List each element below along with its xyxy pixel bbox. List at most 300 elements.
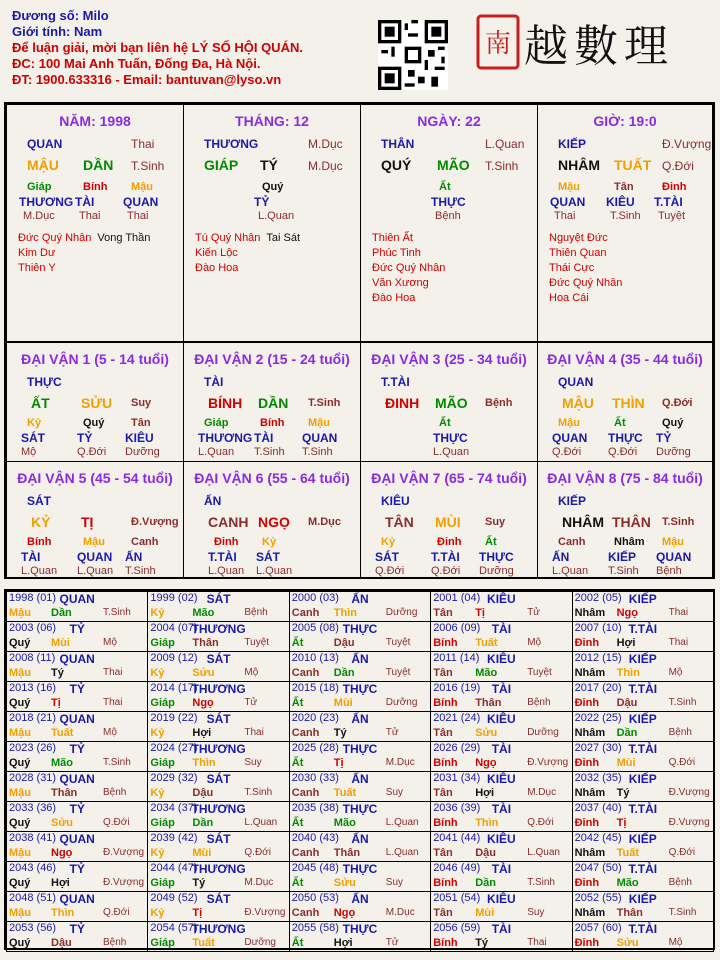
dai-van-title: ĐẠI VẬN 6 (55 - 64 tuổi)	[194, 470, 350, 486]
year-growth: Suy	[244, 757, 262, 768]
year-stem: Đinh	[574, 817, 600, 829]
year-growth: Q.Đới	[103, 817, 130, 828]
year-stem: Đinh	[574, 697, 600, 709]
year-label: 2036 (39)	[433, 802, 481, 814]
year-god: QUAN	[59, 652, 95, 666]
year-stem: Canh	[291, 907, 320, 919]
shensha-item: Đức Quý Nhân	[18, 232, 92, 244]
year-branch: Tị	[475, 607, 485, 619]
year-god: KIẾP	[628, 592, 657, 606]
dai-van-growth: Đ.Vượng	[131, 516, 179, 528]
year-branch: Ngọ	[51, 847, 73, 859]
year-label: 2026 (29)	[433, 742, 481, 754]
year-god: KIÊU	[487, 892, 516, 906]
year-branch: Thìn	[616, 667, 640, 679]
dai-van-branch: NGỌ	[258, 514, 290, 530]
year-branch: Mùi	[51, 637, 70, 649]
year-growth: Thai	[244, 727, 264, 738]
year-branch: Tý	[51, 667, 64, 679]
dai-van-branch: THÂN	[612, 514, 651, 530]
year-branch: Dậu	[475, 847, 496, 859]
hidden-growth: Dưỡng	[656, 446, 691, 458]
year-stem: Bính	[433, 697, 458, 709]
hidden-growth: L.Quan	[433, 446, 470, 458]
owner-name: Đương số: Milo	[12, 8, 109, 23]
pillar-stem-growth: Thai	[131, 137, 155, 151]
shensha-list	[18, 231, 150, 276]
year-branch: Tuất	[192, 937, 215, 949]
year-branch: Tý	[475, 937, 489, 949]
year-branch: Tuất	[333, 787, 357, 799]
year-growth: M.Dục	[385, 757, 415, 768]
dai-van-box	[183, 461, 361, 578]
year-cell	[572, 741, 714, 772]
year-god: THƯƠNG	[191, 922, 246, 936]
year-branch: Sửu	[475, 727, 498, 739]
year-cell	[572, 621, 714, 652]
year-label: 2011 (14)	[433, 652, 480, 664]
year-branch: Tuất	[51, 727, 74, 739]
year-god: SÁT	[206, 892, 231, 906]
hidden-god: THƯƠNG	[198, 431, 253, 445]
hidden-stem: Nhâm	[614, 536, 645, 548]
dai-van-god: KIẾP	[558, 494, 587, 508]
hidden-god: QUAN	[302, 431, 338, 445]
year-cell	[147, 861, 289, 892]
year-god: SÁT	[206, 592, 231, 606]
year-growth: Dưỡng	[385, 697, 418, 708]
year-label: 2007 (10)	[574, 622, 622, 634]
year-label: 2053 (56)	[9, 922, 57, 934]
hidden-growth: Q.Đới	[431, 565, 461, 577]
year-branch: Mùi	[475, 907, 495, 919]
year-branch: Dần	[616, 727, 638, 739]
year-branch: Hợi	[192, 727, 212, 739]
dai-van-title: ĐẠI VẬN 4 (35 - 44 tuổi)	[547, 351, 703, 367]
year-stem: Đinh	[574, 757, 600, 769]
hidden-stem: Canh	[131, 536, 159, 548]
year-branch: Mão	[192, 607, 215, 619]
year-stem: Mậu	[9, 907, 31, 919]
qr-code-icon	[378, 20, 448, 90]
year-cell	[430, 711, 572, 742]
year-cell	[147, 891, 289, 922]
year-branch: Mão	[333, 817, 356, 829]
year-cell	[289, 771, 431, 802]
hidden-stem: Mậu	[83, 536, 105, 548]
year-cell	[147, 681, 289, 712]
year-stem: Giáp	[150, 877, 175, 889]
year-cell	[289, 741, 431, 772]
hidden-growth: Dưỡng	[479, 565, 514, 577]
year-growth: Tử	[385, 727, 399, 738]
year-cell	[430, 771, 572, 802]
pillar-box	[360, 104, 538, 342]
hidden-growth: L.Quan	[77, 565, 114, 577]
hidden-stem: Mậu	[558, 417, 580, 429]
year-stem: Nhâm	[574, 787, 606, 799]
year-branch: Tuất	[475, 637, 498, 649]
dai-van-stem: CANH	[208, 514, 249, 530]
hidden-god: TÀI	[21, 550, 41, 564]
year-growth: Q.Đới	[103, 907, 130, 918]
year-label: 2048 (51)	[9, 892, 57, 904]
shensha-item: Nguyệt Đức	[549, 232, 608, 244]
year-stem: Tân	[433, 907, 453, 919]
dai-van-stem: TÂN	[385, 514, 414, 530]
year-cell	[289, 861, 431, 892]
year-label: 2029 (32)	[150, 772, 198, 784]
year-branch: Ngọ	[616, 607, 638, 619]
hidden-god: TÀI	[75, 195, 95, 209]
phone-email-line: ĐT: 1900.633316 - Email: bantuvan@lyso.vn	[12, 72, 282, 87]
year-cell	[430, 921, 572, 952]
pillar-title: NGÀY: 22	[417, 113, 481, 129]
hidden-stem: Quý	[662, 417, 684, 429]
year-label: 2044 (47)	[150, 862, 198, 874]
year-stem: Tân	[433, 667, 453, 679]
year-label: 2043 (46)	[9, 862, 57, 874]
year-label: 2019 (22)	[150, 712, 198, 724]
year-stem: Nhâm	[574, 847, 606, 859]
shensha-item: Thiên Ất	[372, 232, 413, 244]
dai-van-stem: NHÂM	[562, 514, 604, 530]
year-god: ẤN	[351, 592, 369, 606]
year-cell	[572, 801, 714, 832]
year-cell	[430, 801, 572, 832]
year-god: ẤN	[351, 772, 369, 786]
year-cell	[572, 891, 714, 922]
hidden-stem: Tân	[131, 417, 151, 429]
hidden-growth: Thai	[127, 210, 149, 222]
year-label: 2002 (05)	[574, 592, 622, 604]
dai-van-title: ĐẠI VẬN 3 (25 - 34 tuổi)	[371, 351, 527, 367]
dai-van-box	[537, 461, 713, 578]
year-god: KIÊU	[487, 832, 516, 846]
dai-van-god: SÁT	[27, 494, 51, 508]
year-cell	[147, 801, 289, 832]
year-label: 2038 (41)	[9, 832, 57, 844]
pillar-stem: QUÝ	[381, 157, 412, 173]
seal-stamp-icon	[476, 14, 520, 70]
pillar-stem: GIÁP	[204, 157, 239, 173]
hidden-growth: Q.Đới	[375, 565, 405, 577]
year-growth: Dưỡng	[244, 937, 276, 948]
year-god: TỶ	[69, 922, 85, 936]
year-stem: Quý	[9, 877, 31, 889]
hidden-god: TỶ	[656, 431, 672, 445]
hidden-growth: Mộ	[21, 446, 37, 458]
year-branch: Hợi	[333, 937, 353, 949]
pillar-title: NĂM: 1998	[59, 113, 131, 129]
year-growth: M.Dục	[385, 907, 415, 918]
year-branch: Ngọ	[333, 907, 356, 919]
year-growth: Thai	[103, 697, 123, 708]
hidden-growth: L.Quan	[256, 565, 293, 577]
year-god: THỰC	[342, 802, 378, 816]
hidden-growth: T.Sinh	[608, 565, 639, 577]
year-cell	[572, 681, 714, 712]
shensha-list	[372, 231, 445, 306]
hidden-growth: T.Sinh	[302, 446, 333, 458]
year-branch: Thìn	[51, 907, 75, 919]
year-god: THƯƠNG	[191, 622, 246, 636]
header-info	[12, 8, 303, 88]
year-growth: M.Dục	[244, 877, 274, 888]
owner-gender: Giới tính: Nam	[12, 24, 103, 39]
year-growth: Bệnh	[103, 937, 127, 948]
dai-van-god: KIÊU	[381, 494, 410, 508]
year-stem: Bính	[433, 937, 458, 949]
pillar-branch-growth: T.Sinh	[485, 159, 519, 173]
shensha-item: Tai Sát	[266, 232, 301, 244]
year-growth: Dưỡng	[527, 727, 559, 738]
year-growth: Mộ	[244, 667, 259, 678]
year-cell	[289, 681, 431, 712]
hidden-god: TỶ	[254, 195, 270, 209]
hidden-stem: Kỷ	[381, 536, 396, 548]
year-stem: Kỷ	[150, 787, 165, 799]
year-stem: Canh	[291, 787, 320, 799]
year-god: ẤN	[351, 892, 369, 906]
year-god: TÀI	[491, 802, 512, 816]
year-label: 2047 (50)	[574, 862, 622, 874]
year-cell	[6, 831, 148, 862]
year-label: 2021 (24)	[433, 712, 481, 724]
shensha-item: Đào Hoa	[372, 292, 416, 304]
hidden-growth: T.Sinh	[125, 565, 156, 577]
year-god: QUAN	[59, 772, 95, 786]
year-cell	[289, 831, 431, 862]
hidden-god: KIẾP	[608, 550, 637, 564]
year-cell	[6, 861, 148, 892]
pillar-stem-growth: M.Dục	[308, 137, 343, 151]
year-branch: Mùi	[333, 697, 353, 709]
year-label: 2013 (16)	[9, 682, 57, 694]
year-branch: Sửu	[51, 817, 74, 829]
year-growth: Mộ	[527, 637, 542, 648]
shensha-item: Đức Quý Nhân	[549, 277, 623, 289]
year-god: TỶ	[69, 742, 85, 756]
hidden-growth: Q.Đới	[77, 446, 107, 458]
year-cell	[147, 771, 289, 802]
year-god: T.TÀI	[628, 922, 658, 936]
pillar-god: QUAN	[27, 137, 63, 151]
year-label: 2052 (55)	[574, 892, 622, 904]
year-god: ẤN	[351, 652, 369, 666]
pillar-stem: MẬU	[27, 157, 59, 173]
year-label: 2003 (06)	[9, 622, 57, 634]
year-label: 2001 (04)	[433, 592, 481, 604]
year-growth: Mộ	[103, 637, 117, 648]
brand-logo: 越數理	[524, 21, 674, 72]
shensha-item: Văn Xương	[372, 277, 429, 289]
shensha-item: Kiến Lộc	[195, 247, 238, 259]
year-stem: Canh	[291, 847, 320, 859]
year-label: 2033 (36)	[9, 802, 57, 814]
pillar-title: GIỜ: 19:0	[593, 113, 657, 129]
shensha-item: Thiên Y	[18, 262, 56, 274]
year-growth: Thai	[103, 667, 123, 678]
year-stem: Canh	[291, 607, 320, 619]
year-growth: Mộ	[103, 727, 117, 738]
hidden-stem: Đinh	[214, 536, 239, 548]
year-growth: T.Sinh	[668, 907, 697, 918]
hidden-god: QUAN	[656, 550, 692, 564]
year-stem: Canh	[291, 727, 320, 739]
year-stem: Ất	[291, 877, 304, 889]
year-label: 2018 (21)	[9, 712, 57, 724]
year-god: SÁT	[206, 652, 231, 666]
year-growth: Suy	[385, 787, 404, 798]
year-growth: Q.Đới	[527, 817, 554, 828]
year-label: 2027 (30)	[574, 742, 622, 754]
year-label: 2010 (13)	[291, 652, 339, 664]
hidden-growth: T.Sinh	[254, 446, 285, 458]
year-branch: Dần	[192, 817, 214, 829]
year-god: T.TÀI	[628, 862, 658, 876]
pillars-chart	[4, 102, 715, 579]
hidden-stem: Ất	[439, 417, 451, 429]
year-label: 2008 (11)	[9, 652, 56, 664]
year-branch: Sửu	[192, 667, 215, 679]
year-god: KIẾP	[628, 652, 657, 666]
hidden-stem: Mậu	[662, 536, 684, 548]
year-god: QUAN	[59, 592, 95, 606]
hidden-growth: L.Quan	[21, 565, 58, 577]
year-cell	[430, 681, 572, 712]
year-cell	[147, 921, 289, 952]
year-cell	[6, 741, 148, 772]
year-growth: Bệnh	[668, 877, 692, 888]
year-stem: Mậu	[9, 787, 31, 799]
shensha-item: Đào Hoa	[195, 262, 239, 274]
year-growth: Q.Đới	[668, 757, 696, 768]
year-god: THỰC	[342, 922, 378, 936]
dai-van-branch: MÙI	[435, 514, 461, 530]
year-stem: Giáp	[150, 817, 175, 829]
year-label: 2042 (45)	[574, 832, 622, 844]
year-stem: Giáp	[150, 937, 175, 949]
year-label: 2012 (15)	[574, 652, 622, 664]
year-stem: Tân	[433, 727, 453, 739]
year-growth: T.Sinh	[103, 757, 131, 768]
dai-van-growth: T.Sinh	[308, 397, 341, 409]
year-branch: Hợi	[51, 877, 70, 889]
year-growth: T.Sinh	[244, 787, 273, 798]
year-growth: Đ.Vượng	[244, 907, 286, 918]
year-growth: Tuyệt	[527, 667, 552, 678]
year-branch: Ngọ	[192, 697, 214, 709]
year-stem: Ất	[291, 757, 304, 769]
year-stem: Giáp	[150, 697, 175, 709]
year-god: TỶ	[69, 622, 85, 636]
dai-van-growth: M.Dục	[308, 516, 341, 528]
year-cell	[572, 711, 714, 742]
year-branch: Mão	[475, 667, 498, 679]
year-branch: Dần	[333, 667, 355, 679]
shensha-list	[549, 231, 622, 306]
hidden-god: THỰC	[433, 431, 468, 445]
year-growth: Bệnh	[103, 787, 127, 798]
year-growth: Thai	[668, 607, 689, 618]
dai-van-stem: MẬU	[562, 395, 594, 411]
dai-van-god: QUAN	[558, 375, 594, 389]
hidden-stem: Quý	[83, 417, 105, 429]
dai-van-god: TÀI	[204, 375, 224, 389]
year-cell	[289, 711, 431, 742]
pillar-branch-growth: M.Dục	[308, 159, 343, 173]
year-label: 2028 (31)	[9, 772, 57, 784]
hidden-growth: L.Quan	[552, 565, 589, 577]
annual-luck-table	[4, 589, 715, 950]
year-god: QUAN	[59, 712, 95, 726]
pillar-stem: NHÂM	[558, 157, 600, 173]
year-growth: Tuyệt	[244, 637, 270, 648]
year-cell	[289, 921, 431, 952]
year-growth: T.Sinh	[668, 697, 697, 708]
year-growth: Dưỡng	[385, 607, 418, 618]
hidden-growth: T.Sinh	[610, 210, 641, 222]
year-god: KIÊU	[487, 652, 516, 666]
hidden-stem: Mậu	[131, 181, 153, 193]
year-god: KIÊU	[487, 712, 516, 726]
year-branch: Thân	[475, 697, 502, 709]
hidden-growth: Thai	[79, 210, 101, 222]
year-stem: Tân	[433, 787, 453, 799]
year-cell	[430, 651, 572, 682]
year-cell	[289, 591, 431, 622]
year-god: SÁT	[206, 772, 231, 786]
pillar-branch-growth: Q.Đới	[662, 159, 694, 173]
year-label: 1999 (02)	[150, 592, 198, 604]
address-line: ĐC: 100 Mai Anh Tuấn, Đống Đa, Hà Nội.	[12, 56, 261, 71]
year-growth: L.Quan	[385, 817, 419, 828]
year-god: TÀI	[491, 922, 512, 936]
year-god: QUAN	[59, 832, 95, 846]
year-growth: Suy	[385, 877, 404, 888]
dai-van-box	[183, 342, 361, 462]
year-branch: Thìn	[475, 817, 499, 829]
year-label: 2049 (52)	[150, 892, 198, 904]
shensha-item: Thiên Quan	[549, 247, 607, 259]
year-god: TỶ	[69, 682, 85, 696]
year-god: QUAN	[59, 892, 95, 906]
year-label: 2023 (26)	[9, 742, 57, 754]
year-god: KIÊU	[487, 772, 516, 786]
year-label: 2041 (44)	[433, 832, 481, 844]
year-label: 1998 (01)	[9, 592, 57, 604]
year-cell	[147, 651, 289, 682]
year-branch: Thân	[333, 847, 361, 859]
year-god: THỰC	[342, 682, 378, 696]
year-stem: Đinh	[574, 937, 600, 949]
year-growth: Suy	[527, 907, 545, 918]
year-god: SÁT	[206, 832, 231, 846]
year-label: 2015 (18)	[291, 682, 339, 694]
hidden-growth: L.Quan	[208, 565, 245, 577]
year-label: 2020 (23)	[291, 712, 339, 724]
dai-van-growth: Suy	[131, 397, 152, 409]
hidden-god: SÁT	[256, 550, 280, 564]
hidden-growth: Dưỡng	[125, 446, 160, 458]
year-god: KIẾP	[628, 712, 657, 726]
shensha-item: Hoa Cái	[549, 292, 589, 304]
year-cell	[572, 861, 714, 892]
hidden-growth: L.Quan	[198, 446, 235, 458]
year-label: 2009 (12)	[150, 652, 198, 664]
year-cell	[572, 921, 714, 952]
